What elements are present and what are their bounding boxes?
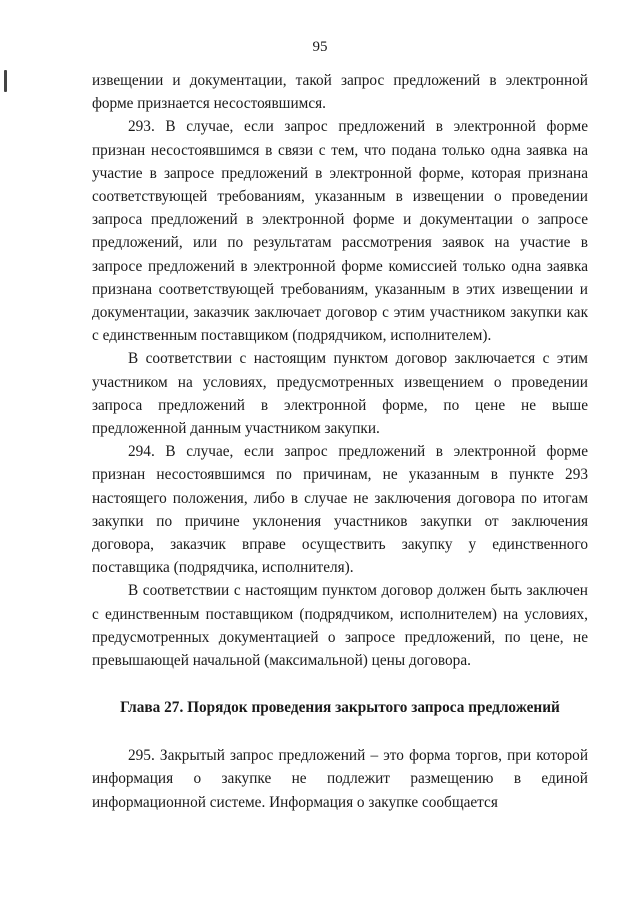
page-content	[92, 69, 588, 814]
paragraph-295: 295. Закрытый запрос предложений – это форма торгов, при которой информация о закупке не подлежит размещению в единой информационной системе. Информация о закупке сообщается	[92, 747, 588, 811]
paragraph-293: 293. В случае, если запрос предложений в электронной форме признан несостоявшимся в связи с тем, что подана только одна заявка на участие в запросе предложений в электронной форме, которая признана соответствующей требованиям, указанным в извещении о проведении запроса предложений в электронной форме и документации о запросе предложений, или по результатам рассмотрения заявок на участие в запросе предложений в электронной форме комиссией только одна заявка признана соответствующей требованиям, указанным в этих извещении и документации, заказчик заключает договор с этим участником закупки как с единственным поставщиком (подрядчиком, исполнителем).	[92, 118, 588, 345]
chapter-heading: Глава 27. Порядок проведения закрытого запроса предложений	[120, 699, 560, 717]
paragraph-continuation: извещении и документации, такой запрос предложений в электронной форме признается несостоявшимся.	[92, 72, 588, 113]
paragraph-294: 294. В случае, если запрос предложений в электронной форме признан несостоявшимся по причинам, не указанным в пункте 293 настоящего положения, либо в случае не заключения договора по итогам закупки по причине уклонения участников закупки от заключения договора, заказчик вправе осуществить закупку у единственного поставщика (подрядчика, исполнителя).	[92, 443, 588, 577]
paragraph-294-contract: В соответствии с настоящим пунктом договор должен быть заключен с единственным поставщиком (подрядчиком, исполнителем) на условиях, предусмотренных документацией о запросе предложений, по цене, не превышающей начальной (максимальной) цены договора.	[92, 582, 588, 670]
page-number: 95	[312, 39, 328, 55]
scan-edge-mark	[4, 70, 7, 92]
paragraph-293-contract: В соответствии с настоящим пунктом договор заключается с этим участником на условиях, предусмотренных извещением о проведении запроса предложений в электронной форме, по цене не выше предложенной данным участником закупки.	[92, 350, 588, 438]
